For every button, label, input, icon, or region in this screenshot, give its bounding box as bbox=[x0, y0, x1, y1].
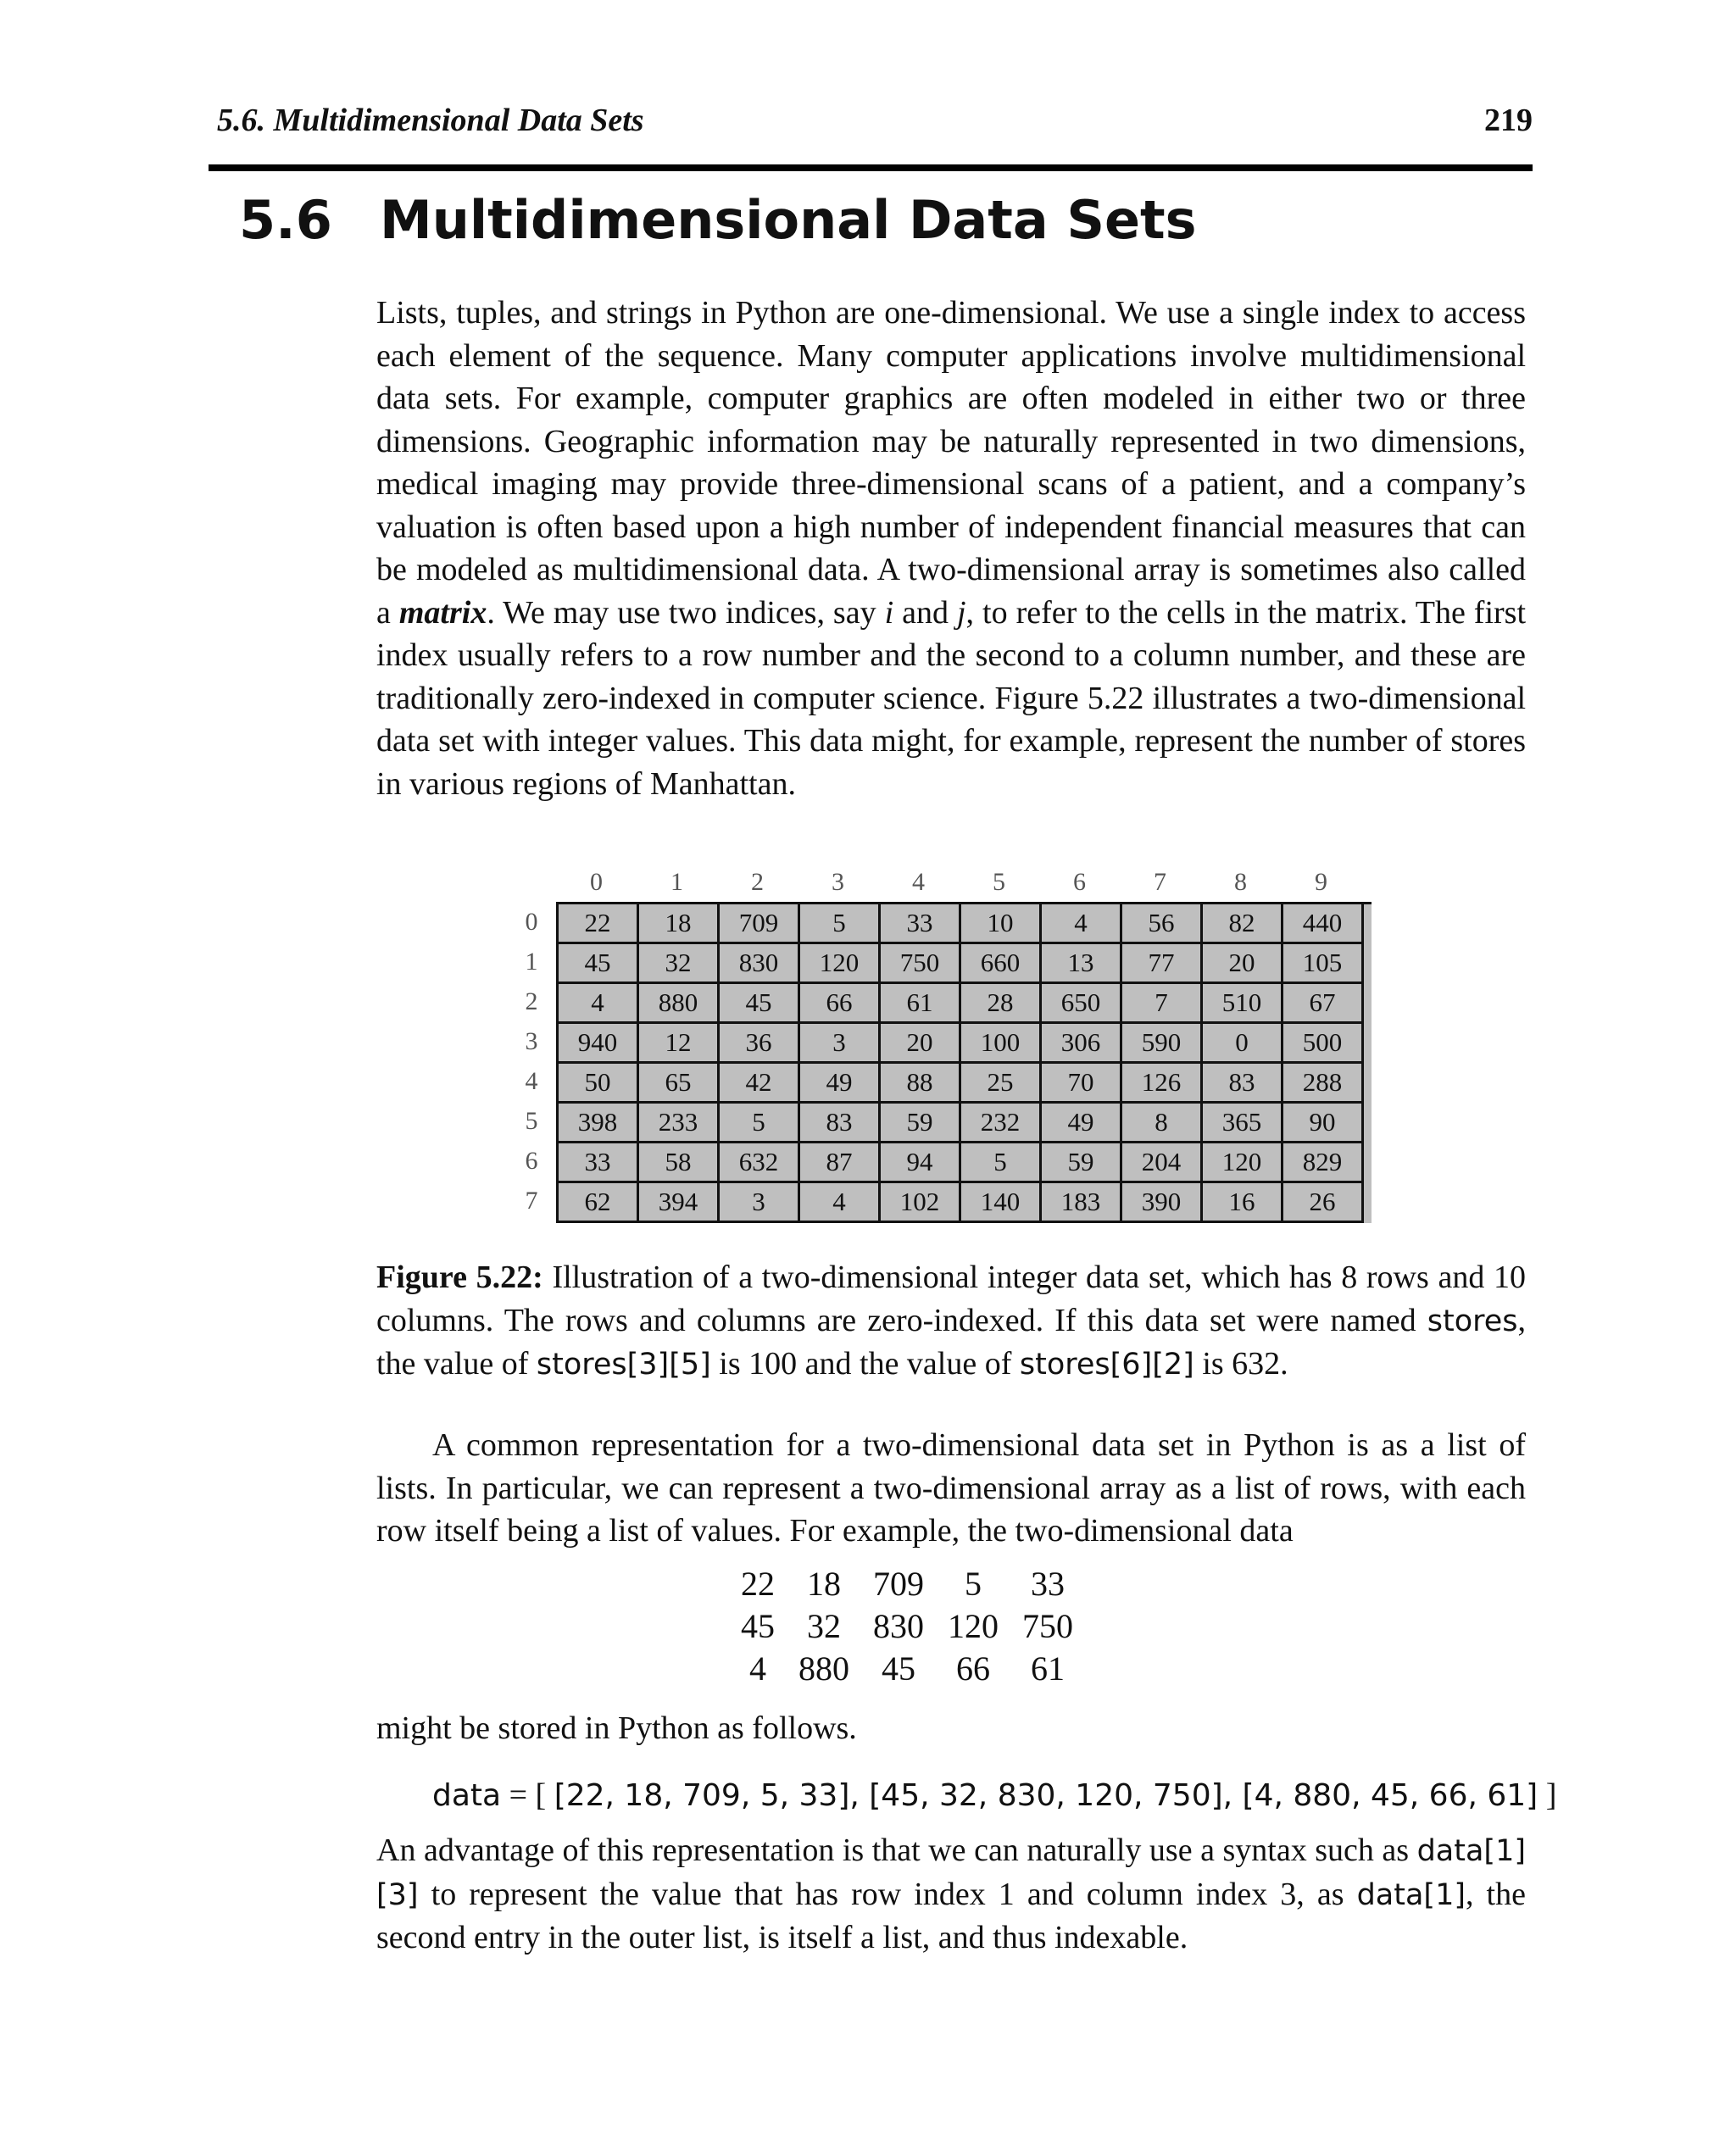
code-data-1: data[1] bbox=[1356, 1877, 1466, 1912]
grid-cell: 33 bbox=[559, 1143, 639, 1183]
text-run: . We may use two indices, say bbox=[487, 594, 885, 631]
grid-cell: 45 bbox=[559, 944, 639, 984]
column-index-labels bbox=[556, 865, 1370, 900]
column-index-label: 1 bbox=[670, 868, 683, 896]
grid-cell: 709 bbox=[720, 904, 800, 944]
row-index-label: 1 bbox=[525, 948, 538, 976]
grid-cell: 82 bbox=[1203, 904, 1283, 944]
grid-cell: 632 bbox=[720, 1143, 800, 1183]
matrix-term: matrix bbox=[398, 594, 487, 631]
grid-cell: 12 bbox=[639, 1024, 720, 1064]
index-i: i bbox=[884, 594, 894, 631]
matrix-cell: 32 bbox=[807, 1607, 841, 1645]
grid-cell: 56 bbox=[1122, 904, 1203, 944]
code-stores-3-5: stores[3][5] bbox=[536, 1348, 711, 1382]
grid-row bbox=[559, 1024, 1372, 1064]
grid-row bbox=[559, 904, 1372, 944]
grid-cell: 440 bbox=[1283, 904, 1364, 944]
grid-cell: 126 bbox=[1122, 1064, 1203, 1104]
grid-cell: 4 bbox=[559, 984, 639, 1024]
grid-cell: 940 bbox=[559, 1024, 639, 1064]
grid-cell: 4 bbox=[800, 1183, 881, 1223]
matrix-cell: 120 bbox=[948, 1607, 999, 1645]
grid-cell: 26 bbox=[1283, 1183, 1364, 1223]
code-list: [22, 18, 709, 5, 33], [45, 32, 830, 120, 750], [4, 880, 45, 66, 61] bbox=[554, 1778, 1538, 1813]
grid-cell: 10 bbox=[961, 904, 1042, 944]
text-run: Illustration of a two-dimensional integer data set, which has 8 rows and 10 columns. The rows and columns are zero-indexed. If this data set were named bbox=[376, 1260, 1526, 1338]
grid-cell: 4 bbox=[1042, 904, 1122, 944]
grid-cell: 5 bbox=[800, 904, 881, 944]
text-run: , the value of bbox=[376, 1302, 1526, 1382]
grid-cell: 5 bbox=[720, 1104, 800, 1143]
advantage-paragraph bbox=[376, 1829, 1526, 1960]
text-run: is 100 and the value of bbox=[710, 1346, 1020, 1382]
grid-cell: 16 bbox=[1203, 1183, 1283, 1223]
matrix-cell: 66 bbox=[956, 1649, 990, 1688]
column-index-label: 3 bbox=[832, 868, 844, 896]
index-j: j bbox=[956, 594, 966, 631]
header-rule bbox=[209, 164, 1533, 171]
grid-cell: 3 bbox=[800, 1024, 881, 1064]
section-title: Multidimensional Data Sets bbox=[380, 189, 1197, 251]
grid-cell: 90 bbox=[1283, 1104, 1364, 1143]
matrix-cell: 750 bbox=[1022, 1607, 1073, 1645]
grid-cell: 94 bbox=[881, 1143, 961, 1183]
grid-cell: 105 bbox=[1283, 944, 1364, 984]
grid-row bbox=[559, 1143, 1372, 1183]
matrix-cell: 22 bbox=[741, 1565, 775, 1603]
grid-cell: 59 bbox=[881, 1104, 961, 1143]
grid-row bbox=[559, 984, 1372, 1024]
section-heading bbox=[239, 185, 1511, 256]
grid-cell: 25 bbox=[961, 1064, 1042, 1104]
grid-cell: 100 bbox=[961, 1024, 1042, 1064]
column-index-label: 6 bbox=[1073, 868, 1086, 896]
paragraph-text: might be stored in Python as follows. bbox=[376, 1710, 857, 1746]
grid-cell: 0 bbox=[1203, 1024, 1283, 1064]
grid-cell: 65 bbox=[639, 1064, 720, 1104]
text-run: An advantage of this representation is that we can naturally use a syntax such as bbox=[376, 1832, 1417, 1868]
grid-cell: 59 bbox=[1042, 1143, 1122, 1183]
grid-cell: 140 bbox=[961, 1183, 1042, 1223]
grid-cell: 5 bbox=[961, 1143, 1042, 1183]
grid-cell: 660 bbox=[961, 944, 1042, 984]
grid-row bbox=[559, 1064, 1372, 1104]
grid-cell: 20 bbox=[1203, 944, 1283, 984]
text-run: to represent the value that has row index 1 and column index 3, as bbox=[418, 1876, 1357, 1912]
grid-cell: 183 bbox=[1042, 1183, 1122, 1223]
grid-cell: 750 bbox=[881, 944, 961, 984]
grid-cell: 288 bbox=[1283, 1064, 1364, 1104]
grid-cell: 120 bbox=[800, 944, 881, 984]
grid-cell: 398 bbox=[559, 1104, 639, 1143]
code-close: ] bbox=[1538, 1777, 1557, 1813]
grid-cell: 88 bbox=[881, 1064, 961, 1104]
grid-cell: 102 bbox=[881, 1183, 961, 1223]
grid-cell: 61 bbox=[881, 984, 961, 1024]
grid-cell: 650 bbox=[1042, 984, 1122, 1024]
grid-cell: 62 bbox=[559, 1183, 639, 1223]
column-index-label: 0 bbox=[590, 868, 603, 896]
grid-cell: 7 bbox=[1122, 984, 1203, 1024]
column-index-label: 4 bbox=[912, 868, 925, 896]
grid-cell: 67 bbox=[1283, 984, 1364, 1024]
row-index-label: 0 bbox=[525, 908, 538, 936]
grid-cell: 3 bbox=[720, 1183, 800, 1223]
grid-cell: 58 bbox=[639, 1143, 720, 1183]
data-grid bbox=[556, 902, 1372, 1223]
caption-label: Figure 5.22: bbox=[376, 1260, 543, 1295]
row-index-label: 7 bbox=[525, 1187, 538, 1215]
grid-cell: 22 bbox=[559, 904, 639, 944]
example-matrix bbox=[729, 1563, 1085, 1690]
code-stores-6-2: stores[6][2] bbox=[1019, 1348, 1194, 1382]
page-number: 219 bbox=[1484, 103, 1533, 138]
text-run: is 632. bbox=[1194, 1346, 1288, 1382]
grid-cell: 18 bbox=[639, 904, 720, 944]
matrix-row bbox=[729, 1648, 1085, 1690]
matrix-cell: 5 bbox=[965, 1565, 982, 1603]
grid-cell: 880 bbox=[639, 984, 720, 1024]
code-var: data bbox=[432, 1778, 502, 1813]
matrix-cell: 830 bbox=[873, 1607, 924, 1645]
running-head-title: 5.6. Multidimensional Data Sets bbox=[217, 103, 644, 138]
grid-cell: 365 bbox=[1203, 1104, 1283, 1143]
text-run: Lists, tuples, and strings in Python are one-dimensional. We use a single index to access each element of the sequence. Many computer applications involve multidimensional data sets. For example, computer graphics are often modeled in either two or three dimensions. Geographic information may be naturally represented in two dimensions, medical imaging may provide three-dimensional scans of a patient, and a company’s valuation is often based upon a high number of independent financial measures that can be modeled as multidimensional data. A two-dimensional array is sometimes also called a bbox=[376, 295, 1526, 631]
grid-cell: 120 bbox=[1203, 1143, 1283, 1183]
grid-cell: 20 bbox=[881, 1024, 961, 1064]
grid-cell: 83 bbox=[1203, 1064, 1283, 1104]
grid-cell: 394 bbox=[639, 1183, 720, 1223]
grid-cell: 390 bbox=[1122, 1183, 1203, 1223]
row-index-label: 4 bbox=[525, 1067, 538, 1095]
grid-cell: 36 bbox=[720, 1024, 800, 1064]
figure-caption bbox=[376, 1256, 1526, 1387]
matrix-row bbox=[729, 1563, 1085, 1605]
grid-cell: 8 bbox=[1122, 1104, 1203, 1143]
storage-sentence bbox=[376, 1707, 1526, 1750]
grid-cell: 66 bbox=[800, 984, 881, 1024]
grid-cell: 42 bbox=[720, 1064, 800, 1104]
matrix-cell: 33 bbox=[1031, 1565, 1065, 1603]
grid-cell: 33 bbox=[881, 904, 961, 944]
text-run: and bbox=[893, 594, 957, 631]
column-index-label: 7 bbox=[1154, 868, 1166, 896]
code-eq: = [ bbox=[501, 1777, 554, 1813]
row-index-label: 3 bbox=[525, 1027, 538, 1055]
grid-cell: 500 bbox=[1283, 1024, 1364, 1064]
text-run: , the second entry in the outer list, is itself a list, and thus indexable. bbox=[376, 1876, 1526, 1955]
grid-cell: 590 bbox=[1122, 1024, 1203, 1064]
grid-cell: 829 bbox=[1283, 1143, 1364, 1183]
grid-cell: 83 bbox=[800, 1104, 881, 1143]
matrix-cell: 4 bbox=[749, 1649, 766, 1688]
grid-cell: 28 bbox=[961, 984, 1042, 1024]
grid-cell: 77 bbox=[1122, 944, 1203, 984]
paragraph-text: A common representation for a two-dimensional data set in Python is as a list of lists. In particular, we can represent a two-dimensional array as a list of rows, with each row itself being a list of values. For example, the two-dimensional data bbox=[376, 1427, 1526, 1549]
text-run: , to refer to the cells in the matrix. The first index usually refers to a row number and the second to a column number, and these are traditionally zero-indexed in computer science. Figure 5.22 illustrates a two-dimensional data set with integer values. This data might, for example, represent the number of stores in various regions of Manhattan. bbox=[376, 594, 1527, 802]
grid-cell: 204 bbox=[1122, 1143, 1203, 1183]
row-index-label: 6 bbox=[525, 1147, 538, 1175]
grid-cell: 45 bbox=[720, 984, 800, 1024]
grid-cell: 830 bbox=[720, 944, 800, 984]
list-of-lists-paragraph bbox=[376, 1424, 1526, 1553]
matrix-cell: 61 bbox=[1031, 1649, 1065, 1688]
grid-row bbox=[559, 1183, 1372, 1223]
grid-row bbox=[559, 944, 1372, 984]
column-index-label: 9 bbox=[1315, 868, 1327, 896]
grid-cell: 306 bbox=[1042, 1024, 1122, 1064]
code-stores: stores bbox=[1427, 1304, 1518, 1338]
matrix-cell: 45 bbox=[741, 1607, 775, 1645]
matrix-cell: 18 bbox=[807, 1565, 841, 1603]
column-index-label: 2 bbox=[751, 868, 764, 896]
intro-paragraph bbox=[376, 292, 1526, 805]
grid-cell: 233 bbox=[639, 1104, 720, 1143]
grid-cell: 13 bbox=[1042, 944, 1122, 984]
grid-cell: 32 bbox=[639, 944, 720, 984]
matrix-row bbox=[729, 1605, 1085, 1648]
grid-cell: 510 bbox=[1203, 984, 1283, 1024]
column-index-label: 8 bbox=[1234, 868, 1247, 896]
row-index-label: 5 bbox=[525, 1107, 538, 1135]
grid-cell: 50 bbox=[559, 1064, 639, 1104]
matrix-cell: 45 bbox=[882, 1649, 915, 1688]
grid-cell: 49 bbox=[800, 1064, 881, 1104]
row-index-label: 2 bbox=[525, 987, 538, 1015]
grid-cell: 70 bbox=[1042, 1064, 1122, 1104]
grid-row bbox=[559, 1104, 1372, 1143]
code-data-1-3: data[1][3] bbox=[376, 1834, 1526, 1912]
grid-cell: 232 bbox=[961, 1104, 1042, 1143]
matrix-cell: 880 bbox=[798, 1649, 849, 1688]
column-index-label: 5 bbox=[993, 868, 1005, 896]
matrix-cell: 709 bbox=[873, 1565, 924, 1603]
grid-cell: 49 bbox=[1042, 1104, 1122, 1143]
python-code-example bbox=[432, 1771, 1556, 1820]
grid-cell: 87 bbox=[800, 1143, 881, 1183]
section-number: 5.6 bbox=[239, 189, 332, 251]
